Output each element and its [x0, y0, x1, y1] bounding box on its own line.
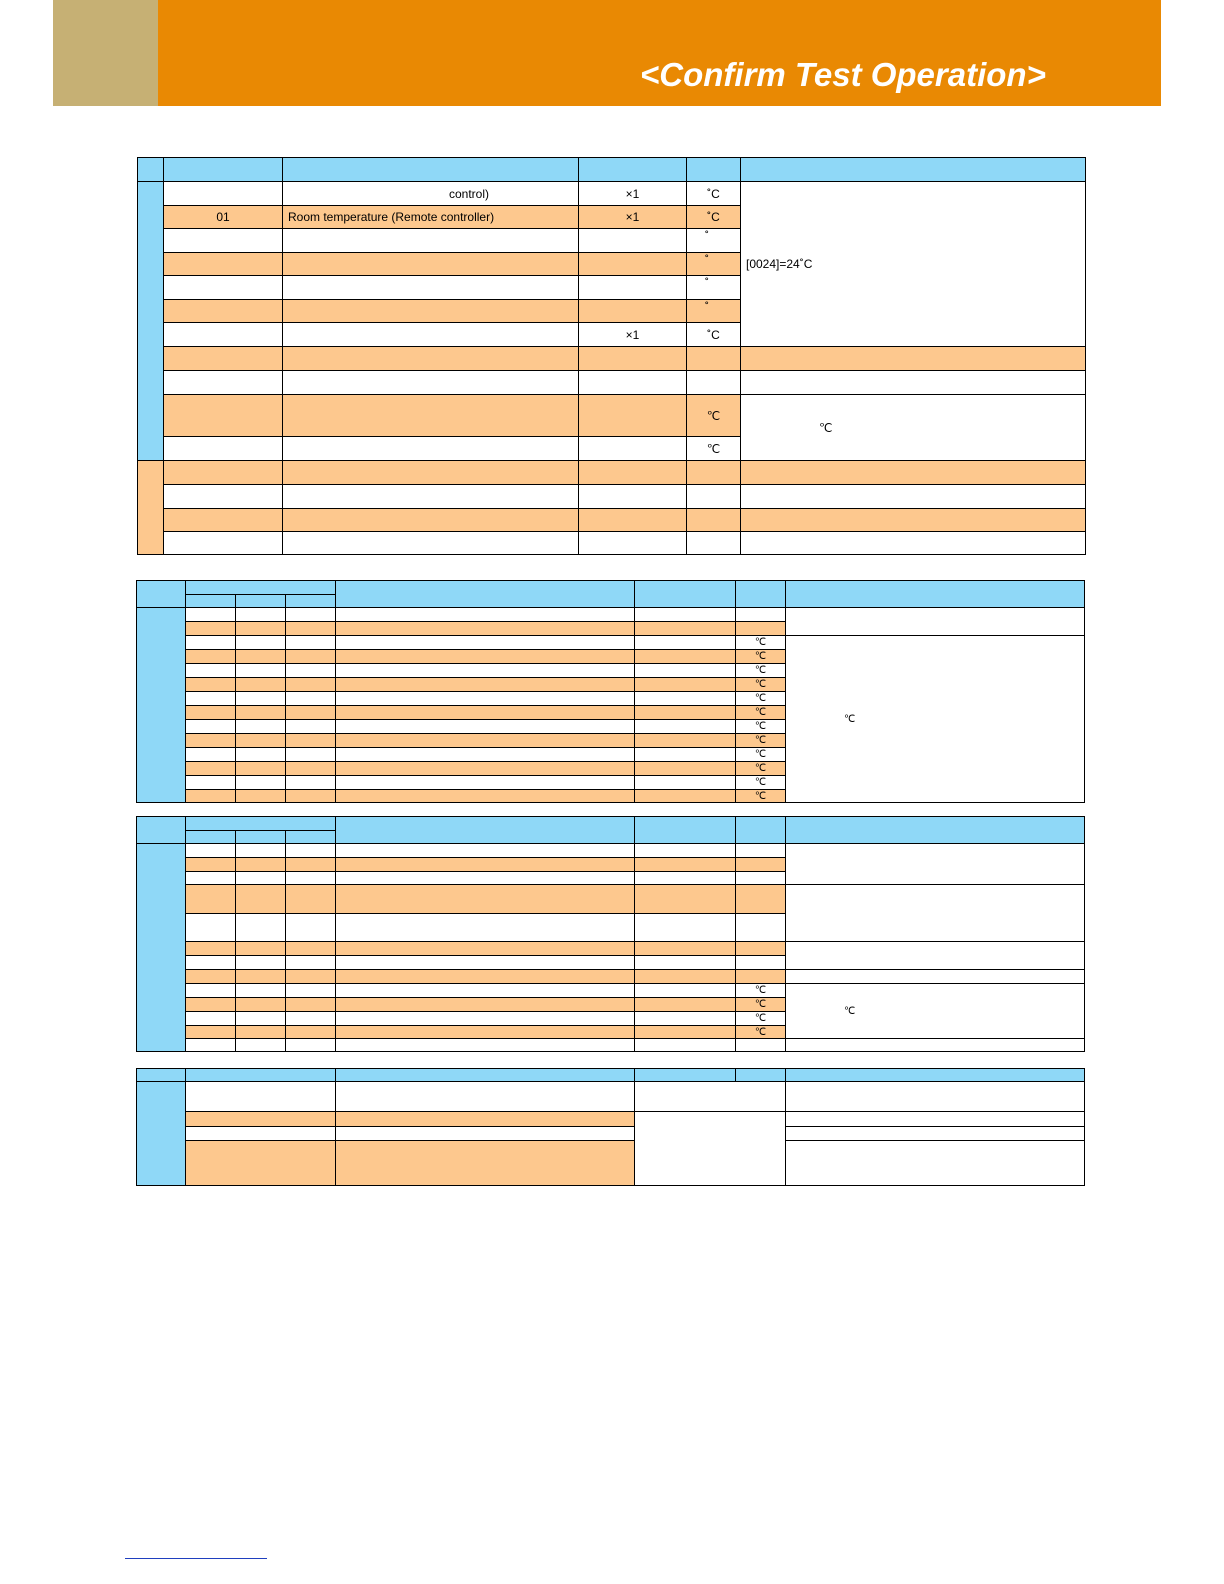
table-row: [137, 1112, 1085, 1127]
unit-cell: ˚: [687, 229, 741, 253]
table-row: [138, 485, 1086, 509]
unit-cell: ˚C: [687, 323, 741, 347]
code-cell: [164, 182, 283, 206]
unit-cell: ℃: [736, 1012, 786, 1026]
table-1: [137, 157, 1086, 555]
table-header-row: [137, 581, 1085, 595]
table-row: [137, 885, 1085, 914]
group-label-cell: [137, 844, 186, 1052]
table-header-row: [137, 817, 1085, 831]
remark-cell: ℃: [786, 636, 1085, 803]
table-row: [138, 182, 1086, 206]
name-cell: control): [283, 182, 579, 206]
group-label-cell: [137, 608, 186, 803]
table-3: [136, 816, 1085, 1052]
table-row: [137, 942, 1085, 956]
code-cell: 01: [164, 206, 283, 229]
table-row: [137, 608, 1085, 622]
table-header-row: [138, 158, 1086, 182]
unit-cell: ˚C: [687, 206, 741, 229]
unit-cell: ℃: [736, 776, 786, 790]
table-row: [137, 1039, 1085, 1052]
remark-cell: ℃: [786, 984, 1085, 1039]
table-row: [137, 1127, 1085, 1141]
unit-cell: ˚C: [687, 182, 741, 206]
table-row: [138, 347, 1086, 371]
multiplier-cell: ×1: [579, 323, 687, 347]
unit-cell: ˚: [687, 300, 741, 323]
unit-cell: ℃: [736, 678, 786, 692]
unit-cell: ˚: [687, 276, 741, 300]
table-row: [137, 636, 1085, 650]
unit-cell: ℃: [736, 984, 786, 998]
table-row: [138, 371, 1086, 395]
table-row: [137, 970, 1085, 984]
table-row: [137, 1082, 1085, 1112]
group-label-cell: [137, 1082, 186, 1186]
unit-cell: ℃: [736, 748, 786, 762]
header-accent-block: [53, 0, 158, 106]
table-2: [136, 580, 1085, 803]
unit-cell: ℃: [736, 762, 786, 776]
unit-cell: ℃: [687, 395, 741, 437]
unit-cell: ˚: [687, 253, 741, 276]
unit-cell: ℃: [736, 734, 786, 748]
table-header-row: [137, 1069, 1085, 1082]
unit-cell: ℃: [736, 664, 786, 678]
group-label-cell: [138, 182, 164, 461]
unit-cell: ℃: [736, 790, 786, 803]
remark-cell: [0024]=24˚C: [741, 182, 1086, 347]
table-row: [137, 984, 1085, 998]
group-label-cell: [138, 461, 164, 555]
table-row: [138, 461, 1086, 485]
table-4: [136, 1068, 1085, 1186]
table-row: [138, 509, 1086, 532]
unit-cell: ℃: [736, 720, 786, 734]
multiplier-cell: ×1: [579, 206, 687, 229]
unit-cell: ℃: [736, 650, 786, 664]
unit-cell: ℃: [736, 1026, 786, 1039]
footer-rule: [125, 1558, 267, 1559]
page-title: <Confirm Test Operation>: [640, 56, 1046, 93]
unit-cell: ℃: [736, 636, 786, 650]
table-row: [138, 395, 1086, 437]
unit-cell: ℃: [687, 437, 741, 461]
multiplier-cell: ×1: [579, 182, 687, 206]
table-row: [138, 532, 1086, 555]
table-row: [137, 1141, 1085, 1186]
unit-cell: ℃: [736, 692, 786, 706]
unit-cell: ℃: [736, 706, 786, 720]
unit-cell: ℃: [736, 998, 786, 1012]
name-cell: Room temperature (Remote controller): [283, 206, 579, 229]
table-row: [137, 844, 1085, 858]
remark-cell: ℃: [741, 395, 1086, 461]
